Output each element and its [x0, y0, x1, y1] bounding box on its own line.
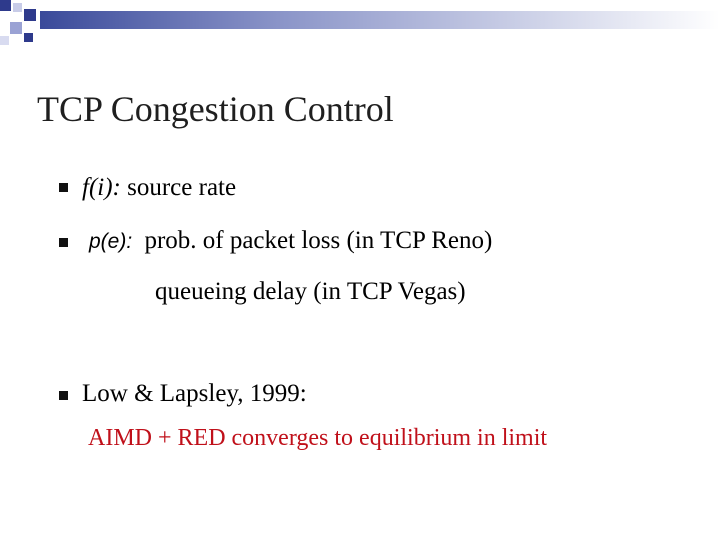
- term-f-i: f(i):: [82, 174, 121, 201]
- decorative-squares: [0, 0, 36, 45]
- bullet-square-icon: [59, 183, 68, 192]
- bullet-1-text: source rate: [120, 174, 237, 201]
- bullet-2-continuation: queueing delay (in TCP Vegas): [155, 278, 466, 305]
- bullet-2-text: prob. of packet loss (in TCP Reno): [144, 227, 493, 254]
- gradient-bar: [40, 11, 720, 29]
- decorative-header-bar: [0, 0, 720, 48]
- bullet-square-icon: [59, 391, 68, 400]
- bullet-2: [89, 227, 492, 255]
- term-p-e: p(e):: [89, 230, 133, 253]
- bullet-square-icon: [59, 238, 68, 247]
- bullet-3: Low & Lapsley, 1999:: [82, 380, 307, 407]
- bullet-3-highlight: AIMD + RED converges to equilibrium in limit: [88, 425, 548, 451]
- bullet-1: [82, 174, 236, 202]
- slide-title: TCP Congestion Control: [37, 89, 394, 129]
